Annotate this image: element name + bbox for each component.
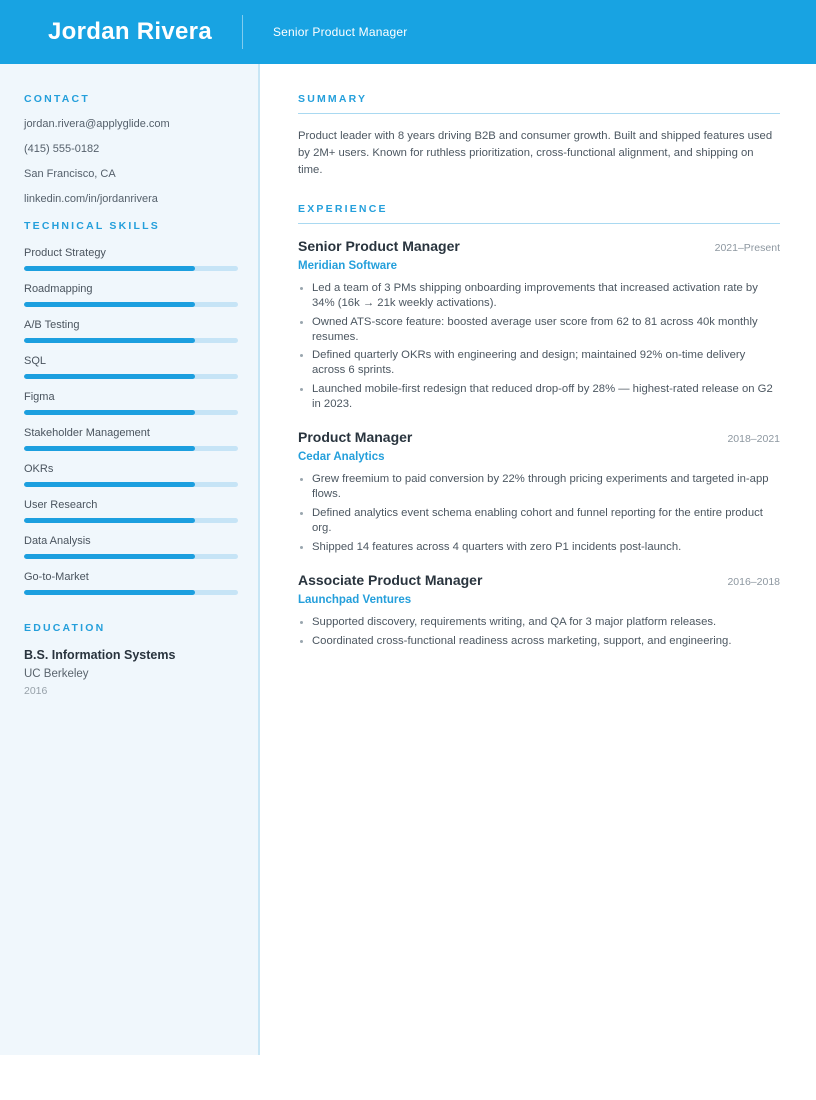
content-area [0,64,816,1055]
experience-section [298,203,780,649]
education-school: UC Berkeley [24,668,89,681]
main-content [260,64,816,1055]
skill-bar-fill [24,302,195,307]
experience-entry-header [298,429,780,445]
bullet-item: Supported discovery, requirements writing, and QA for 3 major platform releases. [298,615,776,630]
experience-entry [298,429,780,555]
skill-bar-track [24,374,238,379]
company-name: Cedar Analytics [298,451,385,464]
job-title: Product Manager [298,429,413,446]
skill-bar-track [24,590,238,595]
skill-bar-track [24,446,238,451]
header [0,0,816,64]
skill-label: Roadmapping [24,283,93,296]
contact-heading: CONTACT [24,93,90,105]
job-title: Associate Product Manager [298,571,483,588]
skill-bar-track [24,338,238,343]
job-dates: 2016–2018 [727,575,780,588]
contact-item: San Francisco, CA [24,168,116,181]
skill-label: Product Strategy [24,247,106,260]
summary-heading: SUMMARY [298,93,780,114]
skill-item [24,247,238,271]
experience-entry-header [298,238,780,254]
sidebar [0,64,260,1055]
skill-label: Figma [24,391,55,404]
person-job-title: Senior Product Manager [272,25,408,39]
skill-label: OKRs [24,463,54,476]
skills-heading: TECHNICAL SKILLS [24,220,160,233]
experience-list [298,238,780,649]
bullet-item: Led a team of 3 PMs shipping onboarding improvements that increased activation rate by 34% (16k → 21k weekly activations). [298,281,776,311]
skill-item [24,283,238,307]
bullet-item: Defined analytics event schema enabling cohort and funnel reporting for the entire product org. [298,506,776,536]
skill-item [24,355,238,379]
skill-bar-fill [24,338,195,343]
person-name: Jordan Rivera [48,18,212,45]
bullet-item: Launched mobile-first redesign that reduced drop-off by 28% — highest-rated release on G2 in 2023. [298,382,776,412]
bullet-item: Defined quarterly OKRs with engineering and design; maintained 92% on-time delivery across 6 sprints. [298,348,776,378]
bullet-item: Coordinated cross-functional readiness across marketing, support, and engineering. [298,634,776,649]
skill-bar-fill [24,374,195,379]
skills-section [24,220,238,595]
education-year: 2016 [24,685,48,698]
education-section [24,622,238,697]
skill-bar-fill [24,518,195,523]
job-dates: 2018–2021 [727,433,780,446]
summary-text: Product leader with 8 years driving B2B and consumer growth. Built and shipped features used by 2M+ users. Known for ruthless prioritization, cross-functional alignment, and shipping on time. [298,130,773,176]
skill-bar-fill [24,482,195,487]
skill-item [24,499,238,523]
skill-label: A/B Testing [24,319,80,332]
skill-label: SQL [24,355,47,368]
experience-heading: EXPERIENCE [298,203,780,224]
bullet-list [298,472,780,555]
skill-bar-fill [24,554,195,559]
experience-entry-header [298,572,780,588]
header-divider [242,15,243,49]
skill-bar-fill [24,266,195,271]
company-name: Launchpad Ventures [298,593,412,606]
experience-entry [298,572,780,649]
summary-section [298,93,780,179]
skill-label: Stakeholder Management [24,427,150,440]
bullet-item: Shipped 14 features across 4 quarters with zero P1 incidents post-launch. [298,540,776,555]
skill-item [24,571,238,595]
skill-item [24,427,238,451]
skill-bar-track [24,302,238,307]
skill-label: Go-to-Market [24,571,89,584]
skill-bar-fill [24,410,195,415]
experience-entry [298,238,780,412]
contact-item: (415) 555-0182 [24,143,100,156]
skill-bar-track [24,482,238,487]
skill-item [24,391,238,415]
skill-item [24,319,238,343]
company-name: Meridian Software [298,259,398,272]
skill-bar-track [24,266,238,271]
skill-item [24,463,238,487]
bullet-list [298,615,780,649]
skill-bar-track [24,554,238,559]
skills-list [24,247,238,595]
contact-item: linkedin.com/in/jordanrivera [24,193,158,206]
skill-bar-track [24,410,238,415]
bullet-list [298,281,780,412]
education-degree: B.S. Information Systems [24,648,176,663]
skill-bar-track [24,518,238,523]
contact-list [24,118,238,205]
skill-label: User Research [24,499,98,512]
skill-item [24,535,238,559]
skill-bar-fill [24,590,195,595]
job-dates: 2021–Present [714,241,780,254]
skill-label: Data Analysis [24,535,91,548]
bullet-item: Owned ATS-score feature: boosted average user score from 62 to 81 across 40k monthly resumes. [298,315,776,345]
skill-bar-fill [24,446,195,451]
job-title: Senior Product Manager [298,237,460,254]
bullet-item: Grew freemium to paid conversion by 22% through pricing experiments and targeted in-app flows. [298,472,776,502]
contact-item: jordan.rivera@applyglide.com [24,118,170,130]
contact-section [24,93,238,205]
education-heading: EDUCATION [24,622,106,635]
